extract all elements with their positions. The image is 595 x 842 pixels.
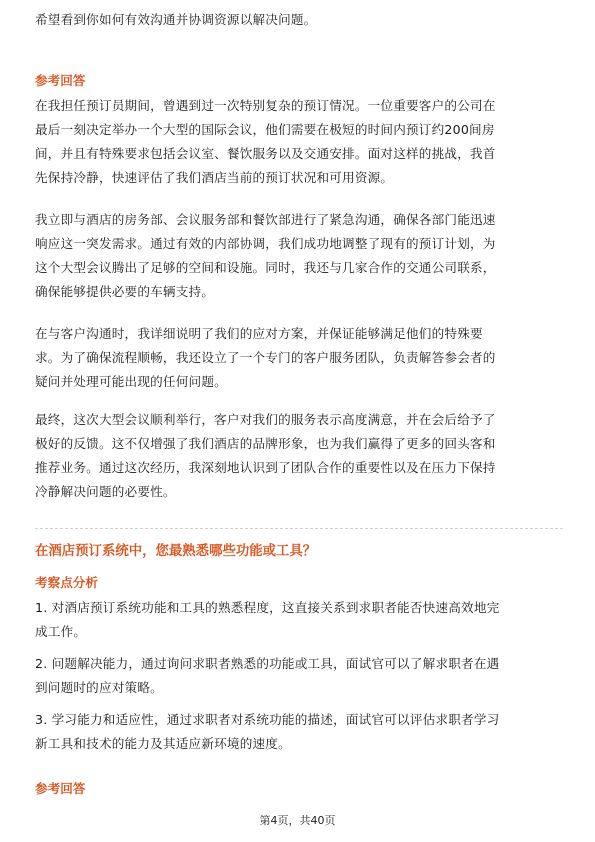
intro-text [35,8,563,32]
line: 确保能够提供必要的车辆支持。 [35,284,215,299]
answer2-title: 参考回答 [35,781,86,796]
line: 极好的反馈。这不仅增强了我们酒店的品牌形象，也为我们赢得了更多的回头客和 [35,436,496,451]
line: 最后一刻决定举办一个大型的国际会议，他们需要在极短的时间内预订约200间房 [35,122,495,137]
answer1-paragraph-2 [35,208,563,304]
line: 1. 对酒店预订系统功能和工具的熟悉程度，这直接关系到求职者能否快速高效地完 [35,600,500,615]
line: 间，并且有特殊要求包括会议室、餐饮服务以及交通安排。面对这样的挑战，我首 [35,146,496,161]
line: 这个大型会议腾出了足够的空间和设施。同时，我还与几家合作的交通公司联系， [35,260,496,275]
answer1-paragraph-4 [35,408,563,504]
line: 求。为了确保流程顺畅，我还设立了一个专门的客户服务团队，负责解答参会者的 [35,350,496,365]
section-divider [35,528,563,529]
line: 响应这一突发需求。通过有效的内部协调，我们成功地调整了现有的预订计划，为 [35,236,496,251]
intro-line: 希望看到你如何有效沟通并协调资源以解决问题。 [35,12,317,27]
answer1-paragraph-3 [35,322,563,394]
line: 成工作。 [35,624,87,639]
question2-title-block [35,541,563,563]
answer2-title-block [35,779,563,799]
analysis-point-2 [35,652,563,700]
line: 冷静解决问题的必要性。 [35,484,176,499]
line: 到问题时的应对策略。 [35,680,163,695]
answer1-title-block [35,71,563,91]
answer1-paragraph-1 [35,94,563,190]
page-footer: 第4页，共40页 [259,814,336,827]
line: 2. 问题解决能力，通过询问求职者熟悉的功能或工具，面试官可以了解求职者在遇 [35,656,500,671]
line: 疑问并处理可能出现的任何问题。 [35,374,227,389]
analysis-title-block [35,573,563,593]
line: 最终，这次大型会议顺利举行，客户对我们的服务表示高度满意，并在会后给予了 [35,412,496,427]
line: 推荐业务。通过这次经历，我深刻地认识到了团队合作的重要性以及在压力下保持 [35,460,496,475]
line: 先保持冷静，快速评估了我们酒店当前的预订状况和可用资源。 [35,170,394,185]
answer1-title: 参考回答 [35,73,86,88]
question2-title: 在酒店预订系统中，您最熟悉哪些功能或工具？ [35,544,317,559]
line: 新工具和技术的能力及其适应新环境的速度。 [35,736,291,751]
analysis-point-1 [35,596,563,644]
line: 3. 学习能力和适应性，通过求职者对系统功能的描述，面试官可以评估求职者学习 [35,712,500,727]
line: 在与客户沟通时，我详细说明了我们的应对方案，并保证能够满足他们的特殊要 [35,326,483,341]
analysis-title: 考察点分析 [35,575,98,590]
line: 在我担任预订员期间，曾遇到过一次特别复杂的预订情况。一位重要客户的公司在 [35,98,496,113]
line: 我立即与酒店的房务部、会议服务部和餐饮部进行了紧急沟通，确保各部门能迅速 [35,212,496,227]
analysis-point-3 [35,708,563,756]
